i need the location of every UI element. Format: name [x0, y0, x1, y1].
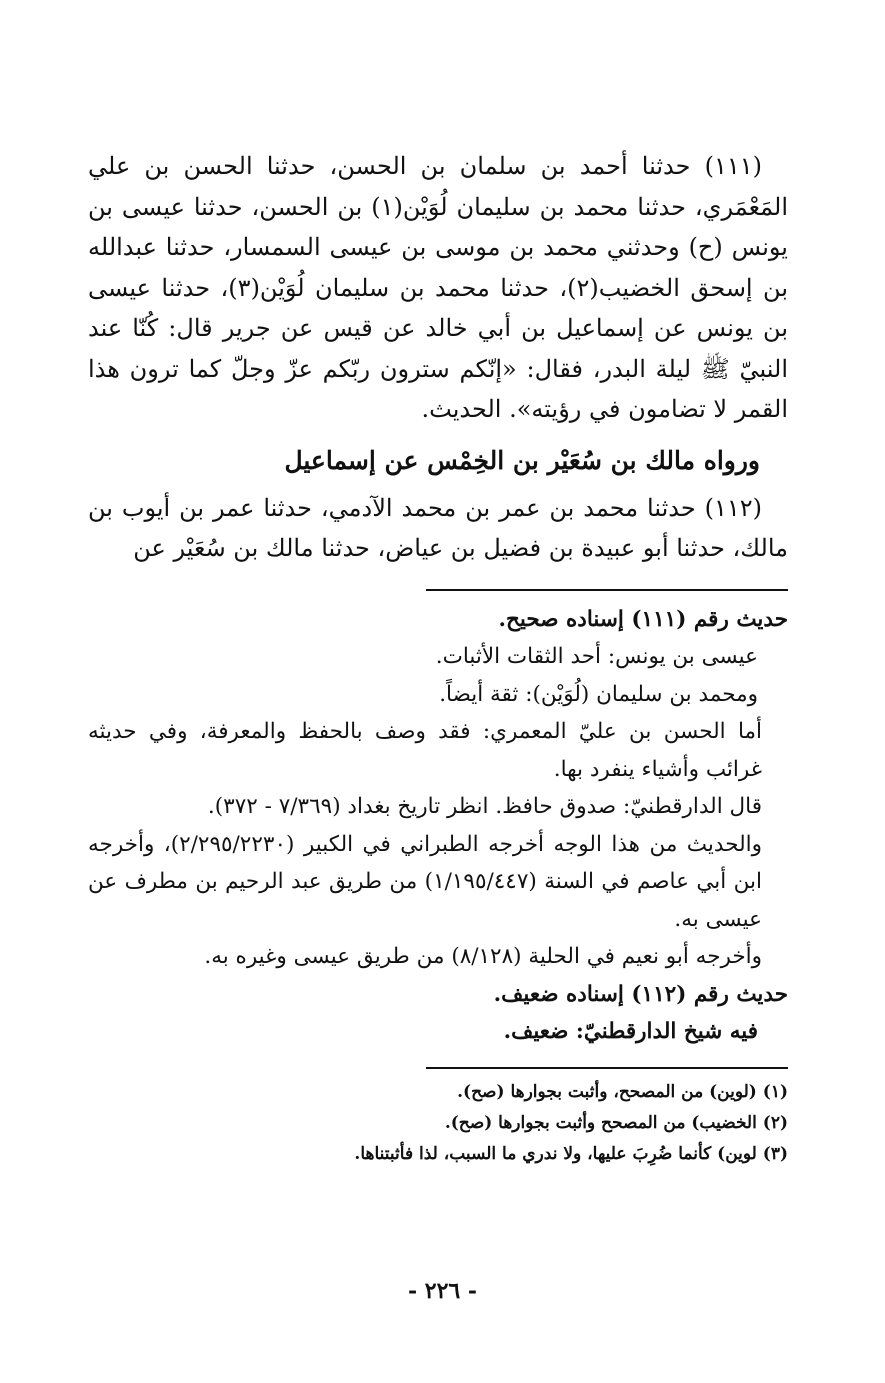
footnote-2: (٢) الخضيب) من المصحح وأثبت بجوارها (صح). — [444, 1112, 788, 1133]
note-line: عيسى بن يونس: أحد الثقات الأثبات. — [435, 644, 758, 669]
note-line: والحديث من هذا الوجه أخرجه الطبراني في الكبير (٢/٢٩٥/٢٢٣٠)، وأخرجه ابن أبي عاصم في السنة (١/١٩٥/٤٤٧) من طريق عبد الرحيم بن مطرف عن عيسى به. — [88, 831, 762, 932]
hadith-112-paragraph: (١١٢) حدثنا محمد بن عمر بن محمد الآدمي، حدثنا عمر بن أيوب بن مالك، حدثنا أبو عبيدة بن فضيل بن عياض، حدثنا مالك بن سُعَيْر عن — [88, 493, 788, 562]
note-heading-112: حديث رقم (١١٢) إسناده ضعيف. — [493, 981, 788, 1007]
notes-divider — [426, 589, 788, 591]
page-body — [88, 146, 788, 1170]
note-line: فيه شيخ الدارقطنيّ: ضعيف. — [503, 1019, 758, 1044]
hadith-111-paragraph: (١١١) حدثنا أحمد بن سلمان بن الحسن، حدثنا الحسن بن علي المَعْمَري، حدثنا محمد بن سليمان لُوَيْن(١) بن الحسن، حدثنا عيسى بن يونس (ح) وحدثني محمد بن موسى بن عيسى السمسار، حدثنا عبدالله بن إسحق الخضيب(٢)، حدثنا محمد بن سليمان لُوَيْن(٣)، حدثنا عيسى بن يونس عن إسماعيل بن أبي خالد عن قيس عن جرير قال: كُنّا عند النبيّ ﷺ ليلة البدر، فقال: «إنّكم سترون ربّكم عزّ وجلّ كما ترون هذا القمر لا تضامون في رؤيته». الحديث. — [88, 152, 789, 423]
section-heading: ورواه مالك بن سُعَيْر بن الخِمْس عن إسماعيل — [284, 445, 760, 475]
note-line: وأخرجه أبو نعيم في الحلية (٨/١٢٨) من طريق عيسى وغيره به. — [204, 944, 762, 969]
main-text — [88, 146, 788, 569]
footnote-3: (٣) لوين) كأنما ضُرِبَ عليها، ولا ندري ما السبب، لذا فأثبتناها. — [354, 1143, 788, 1164]
footnotes — [88, 1077, 788, 1170]
note-line: ومحمد بن سليمان (لُوَيْن): ثقة أيضاً. — [439, 681, 758, 707]
note-line: أما الحسن بن عليّ المعمري: فقد وصف بالحفظ والمعرفة، وفي حديثه غرائب وأشياء ينفرد بها. — [88, 719, 762, 782]
commentary-notes — [88, 601, 788, 1051]
footnotes-divider — [426, 1067, 788, 1069]
note-line: قال الدارقطنيّ: صدوق حافظ. انظر تاريخ بغداد (٧/٣٦٩ - ٣٧٢). — [207, 794, 762, 819]
note-heading-111: حديث رقم (١١١) إسناده صحيح. — [498, 606, 788, 632]
page-number: - ٢٢٦ - — [407, 1278, 478, 1304]
footnote-1: (١) (لوين) من المصحح، وأثبت بجوارها (صح). — [457, 1081, 788, 1102]
